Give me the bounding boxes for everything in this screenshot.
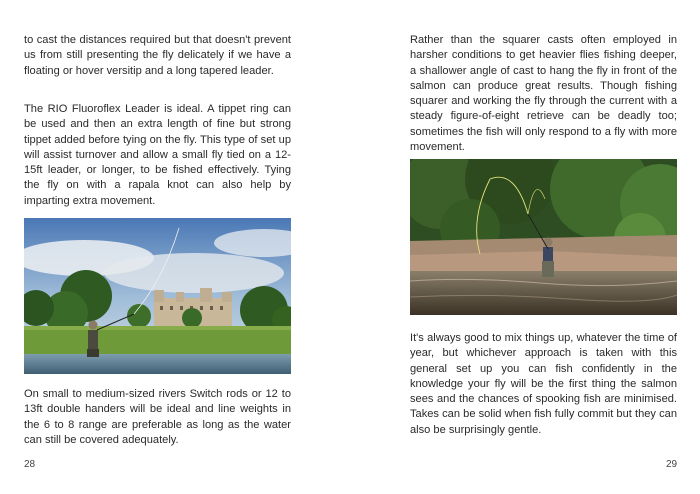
page-number-left: 28 <box>24 459 36 470</box>
river-angler-photo <box>410 159 677 315</box>
page-number-right: 29 <box>666 459 678 470</box>
right-paragraph-1: Rather than the squarer casts often employed in harsher conditions to get heavier flies fishing deeper, a shallower angle of cast to hang the fly in front of the salmon can produce great results. Though fishing squarer and working the fly through the current with a steady figure-of-eight retrieve can be deadly too; sometimes the fish will only respond to a fly with more movement. <box>410 34 677 154</box>
left-paragraph-3: On small to medium-sized rivers Switch rods or 12 to 13ft double handers will be ideal and line weights in the 6 to 8 range are preferable as long as the water can still be covered adequately. <box>24 388 291 446</box>
castle-fishing-photo <box>24 218 291 374</box>
right-page <box>350 0 700 494</box>
left-paragraph-1: to cast the distances required but that doesn't prevent us from still presenting the fly delicately if we have a floating or hover versitip and a long tapered leader. <box>24 34 291 77</box>
right-paragraph-2: It's always good to mix things up, whatever the time of year, but whichever approach is taken with this general set up you can fish confidently in the knowledge your fly will be the first thing the salmon sees and the chances of spooking fish are minimised. Takes can be solid when fish fully commit but they can also be surprisingly gentle. <box>410 332 677 436</box>
left-paragraph-2: The RIO Fluoroflex Leader is ideal. A tippet ring can be used and then an extra length of fine but strong tippet added before tying on the fly. This type of set up will assist turnover and allow a small fly tied on a 12-15ft leader, or longer, to be fished effectively. Tying the fly on with a rapala knot can also help by imparting extra movement. <box>24 103 291 207</box>
